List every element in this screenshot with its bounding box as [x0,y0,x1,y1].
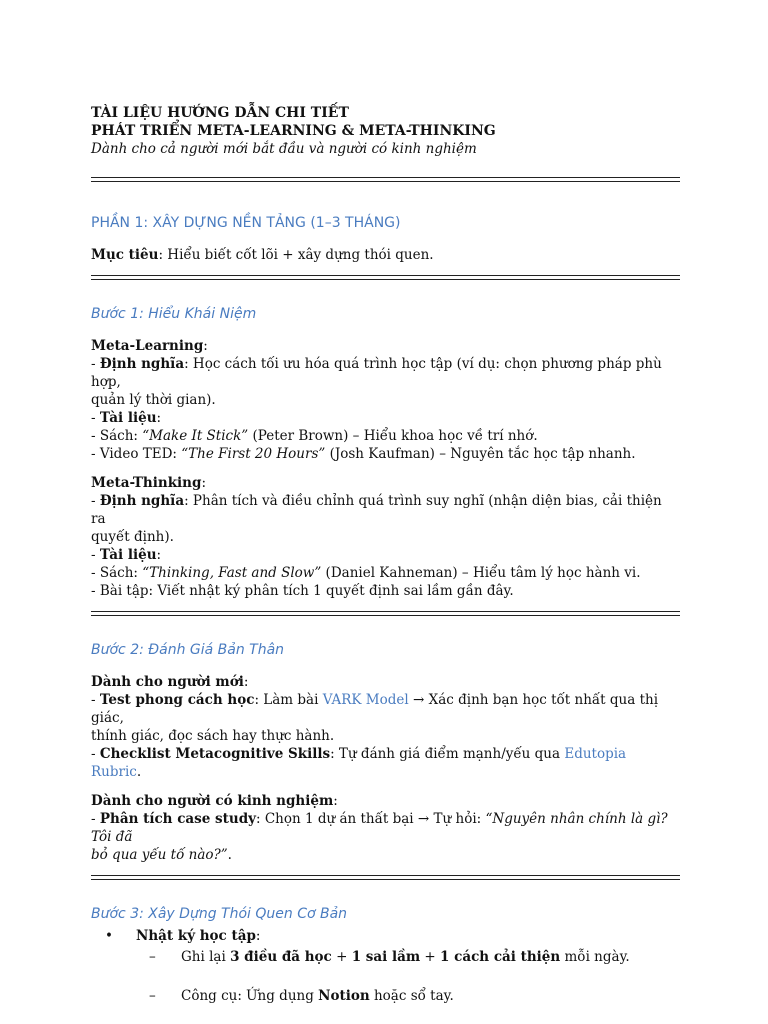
experienced-title: Dành cho người có kinh nghiệm: [91,793,338,809]
mt-definition-cont: quyết định). [91,529,174,545]
part1-heading: PHẦN 1: XÂY DỰNG NỀN TẢNG (1–3 THÁNG) [91,215,401,231]
divider [91,611,680,616]
dash-icon: – [149,949,156,965]
part1-goal [91,246,680,264]
mt-exercise: - Bài tập: Viết nhật ký phân tích 1 quyết định sai lầm gần đây. [91,583,514,599]
step1-heading: Bước 1: Hiểu Khái Niệm [91,306,257,322]
edutopia-rubric-link[interactable]: Edutopia Rubric [91,746,627,780]
list-item: – Ghi lại 3 điều đã học + 1 sai lầm + 1 cách cải thiện mỗi ngày. [149,949,630,965]
mt-book: - Sách: “Thinking, Fast and Slow” (Daniel Kahneman) – Hiểu tâm lý học hành vi. [91,565,641,581]
metacognitive-checklist: - Checklist Metacognitive Skills: Tự đánh giá điểm mạnh/yếu qua Edutopia Rubric. [91,746,627,780]
bullet-icon: • [105,928,113,944]
doc-subtitle: Dành cho cả người mới bắt đầu và người có kinh nghiệm [91,141,477,157]
divider [91,177,680,182]
dash-icon: – [149,988,156,1004]
goal-label: Mục tiêu [91,247,159,263]
ml-video: - Video TED: “The First 20 Hours” (Josh Kaufman) – Nguyên tắc học tập nhanh. [91,446,636,462]
vark-model-link[interactable]: VARK Model [322,692,409,708]
mt-definition: - Định nghĩa: Phân tích và điều chỉnh quá trình suy nghĩ (nhận diện bias, cải thiện ra [91,493,662,527]
learning-style-test-cont: thính giác, đọc sách hay thực hành. [91,728,335,744]
list-item: – Công cụ: Ứng dụng Notion hoặc sổ tay. [149,988,454,1004]
case-study-cont: bỏ qua yếu tố nào?”. [91,847,232,863]
ml-definition: - Định nghĩa: Học cách tối ưu hóa quá trình học tập (ví dụ: chọn phương pháp phù hợp, [91,356,662,390]
doc-title-line2: PHÁT TRIỂN META-LEARNING & META-THINKING [91,123,496,139]
beginners-title: Dành cho người mới: [91,674,249,690]
doc-title-line1: TÀI LIỆU HƯỚNG DẪN CHI TIẾT [91,105,349,121]
mt-resources: - Tài liệu: [91,547,162,563]
meta-thinking-title: Meta-Thinking: [91,475,206,491]
meta-learning-title: Meta-Learning: [91,338,208,354]
ml-definition-cont: quản lý thời gian). [91,392,216,408]
step3-heading: Bước 3: Xây Dựng Thói Quen Cơ Bản [91,906,348,922]
divider [91,275,680,280]
ml-book: - Sách: “Make It Stick” (Peter Brown) – Hiểu khoa học về trí nhớ. [91,428,538,444]
list-item: • Nhật ký học tập: [105,928,261,944]
goal-text: : Hiểu biết cốt lõi + xây dựng thói quen. [158,247,434,263]
ml-resources: - Tài liệu: [91,410,162,426]
step2-heading: Bước 2: Đánh Giá Bản Thân [91,642,285,658]
divider [91,875,680,880]
case-study: - Phân tích case study: Chọn 1 dự án thất bại → Tự hỏi: “Nguyên nhân chính là gì? Tôi đã [91,811,668,845]
learning-style-test: - Test phong cách học: Làm bài VARK Model → Xác định bạn học tốt nhất qua thị giác, [91,692,659,726]
